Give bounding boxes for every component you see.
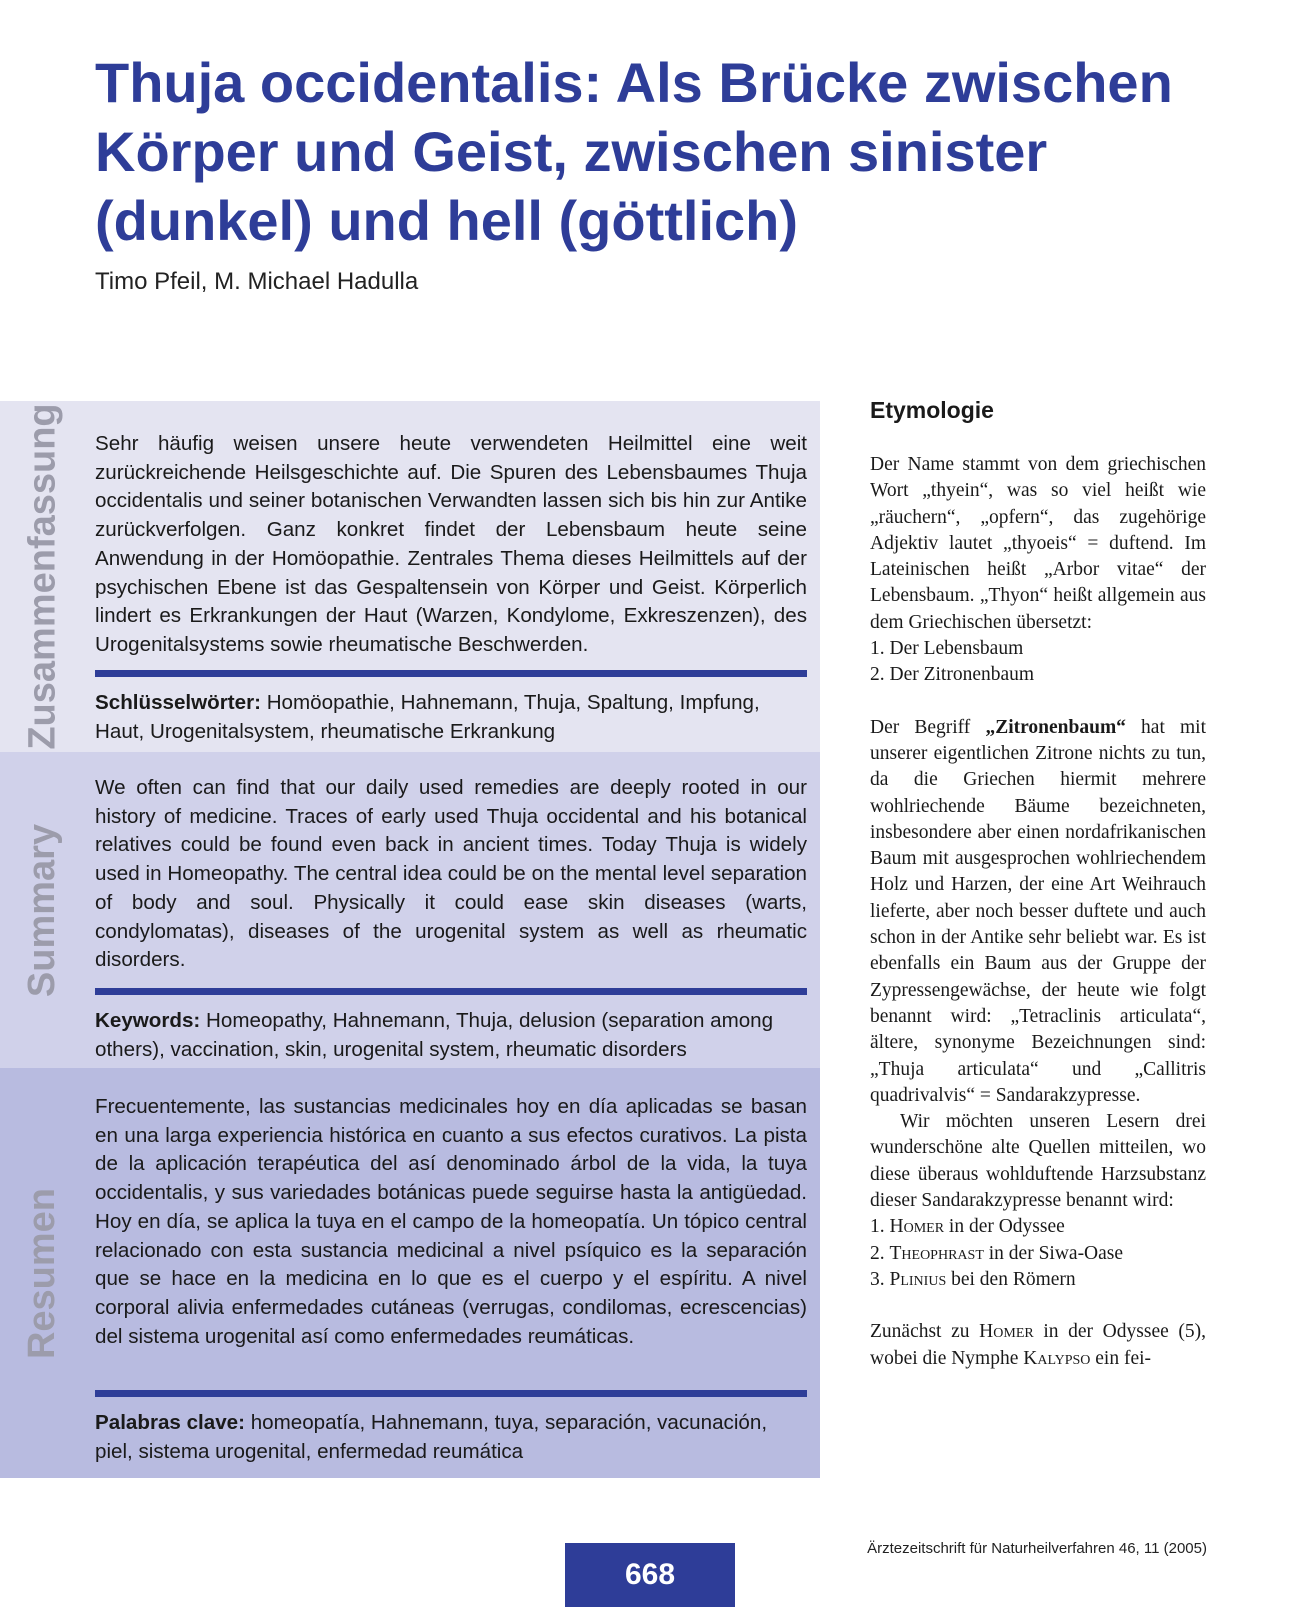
list-item: 2. Der Zitronenbaum <box>870 664 1035 686</box>
divider-rule <box>95 1390 807 1397</box>
keywords-english <box>95 1007 807 1064</box>
keywords-spanish <box>95 1409 807 1466</box>
keywords-spanish-list: homeopatía, Hahnemann, tuya, separación, vacunación, piel, sistema urogenital, enfermedad reumática <box>95 1411 768 1463</box>
keywords-german-list: Homöopathie, Hahnemann, Thuja, Spaltung, Impfung, Haut, Urogenitalsystem, rheumatische Erkrankung <box>95 691 760 743</box>
etymology-paragraph: Zunächst zu Homer in der Odyssee (5), wobei die Nymphe Kalypso ein fei- <box>870 1321 1207 1369</box>
journal-citation: Ärztezeitschrift für Naturheilverfahren 46, 11 (2005) <box>867 1540 1207 1557</box>
etymology-paragraph: Der Begriff „Zitronenbaum“ hat mit unserer eigentlichen Zitrone nichts zu tun, da die Griechen hiermit mehrere wohlriechende Bäume bezeichneten, insbesondere aber einen nordafrikanischen Baum mit ausgesprochen wohlriechendem Holz und Harzen, der eine Art Weihrauch lieferte, aber noch besser duftete und auch schon in der Antike sehr beliebt war. Es ist ebenfalls ein Baum aus der Gruppe der Zypressengewächse, der heute wie folgt benannt wird: „Tetraclinis articulata“, ältere, synonyme Bezeichnungen sind: „Thuja articulata“ und „Callitris quadrivalvis“ = Sandarakzypresse. <box>870 716 1206 1106</box>
divider-rule <box>95 988 807 995</box>
etymology-heading: Etymologie <box>870 397 994 423</box>
keywords-english-list: Homeopathy, Hahnemann, Thuja, delusion (separation among others), vaccination, skin, urogenital system, rheumatic disorders <box>95 1009 774 1061</box>
list-item: 1. Der Lebensbaum <box>870 638 1024 660</box>
page-number: 668 <box>624 1558 676 1591</box>
abstract-german-label: Zusammenfassung <box>21 403 64 750</box>
abstract-spanish-label: Resumen <box>21 1187 64 1359</box>
list-item: 2. Theophrast in der Siwa-Oase <box>870 1242 1124 1264</box>
abstract-german <box>0 401 820 752</box>
article-title: Thuja occidentalis: Als Brücke zwischen Körper und Geist, zwischen sinister (dunkel) und hell (göttlich) <box>95 51 1173 252</box>
authors: Timo Pfeil, M. Michael Hadulla <box>95 268 419 295</box>
keywords-german-label: Schlüsselwörter: <box>95 691 261 714</box>
page-number-box <box>565 1543 735 1607</box>
abstract-english <box>0 752 820 1068</box>
abstract-english-label: Summary <box>21 823 64 997</box>
etymology-paragraph: Wir möchten unseren Lesern drei wunderschöne alte Quellen mitteilen, wo diese überaus wohlduftende Harzsubstanz dieser Sandarakzypresse benannt wird: <box>870 1111 1206 1212</box>
abstract-spanish <box>0 1068 820 1478</box>
abstract-spanish-text: Frecuentemente, las sustancias medicinales hoy en día aplicadas se basan en una larga experiencia histórica en cuanto a sus efectos curativos. La pista de la aplicación terapéutica del así denominado árbol de la vida, la tuya occidentalis, y sus variedades botánicas puede seguirse hasta la antigüedad. Hoy en día, se aplica la tuya en el campo de la homeopatía. Un tópico central relacionado con esta sustancia medicinal a nivel psíquico es la separación que se hace en la medicina en lo que es el cuerpo y el espíritu. A nivel corporal alivia enfermedades cutáneas (verrugas, condilomas, ecrescencias) del sistema urogenital así como enfermedades reumáticas. <box>95 1095 807 1348</box>
list-item: 3. Plinius bei den Römern <box>870 1268 1076 1290</box>
divider-rule <box>95 670 807 677</box>
abstract-english-text: We often can find that our daily used remedies are deeply rooted in our history of medicine. Traces of early used Thuja occidental and his botanical relatives could be found even back in ancient times. Today Thuja is widely used in Homeopathy. The central idea could be on the mental level separation of body and soul. Physically it could ease skin diseases (warts, condylomatas), diseases of the urogenital system as well as rheumatic disorders. <box>95 776 807 972</box>
abstract-german-text: Sehr häufig weisen unsere heute verwendeten Heilmittel eine weit zurückreichende Heilsgeschichte auf. Die Spuren des Lebensbaumes Thuja occidentalis und seiner botanischen Verwandten lassen sich bis hin zur Antike zurückverfolgen. Ganz konkret findet der Lebensbaum heute seine Anwendung in der Homöopathie. Zentrales Thema dieses Heilmittels auf der psychischen Ebene ist das Gespaltensein von Körper und Geist. Körperlich lindert es Erkrankungen der Haut (Warzen, Kondylome, Exkreszenzen), des Urogenitalsystems sowie rheumatische Beschwerden. <box>95 432 807 656</box>
keywords-spanish-label: Palabras clave: <box>95 1411 245 1434</box>
etymology-column <box>870 395 1206 1372</box>
list-item: 1. Homer in der Odyssee <box>870 1216 1065 1238</box>
keywords-german <box>95 689 807 746</box>
keywords-english-label: Keywords: <box>95 1009 201 1032</box>
etymology-paragraph: Der Name stammt von dem griechischen Wort „thyein“, was so viel heißt wie „räuchern“, „opfern“, das zugehörige Adjektiv lautet „thyoeis“ = duftend. Im Lateinischen heißt „Arbor vitae“ der Lebensbaum. „Thyon“ heißt allgemein aus dem Griechischen übersetzt: <box>870 454 1206 633</box>
